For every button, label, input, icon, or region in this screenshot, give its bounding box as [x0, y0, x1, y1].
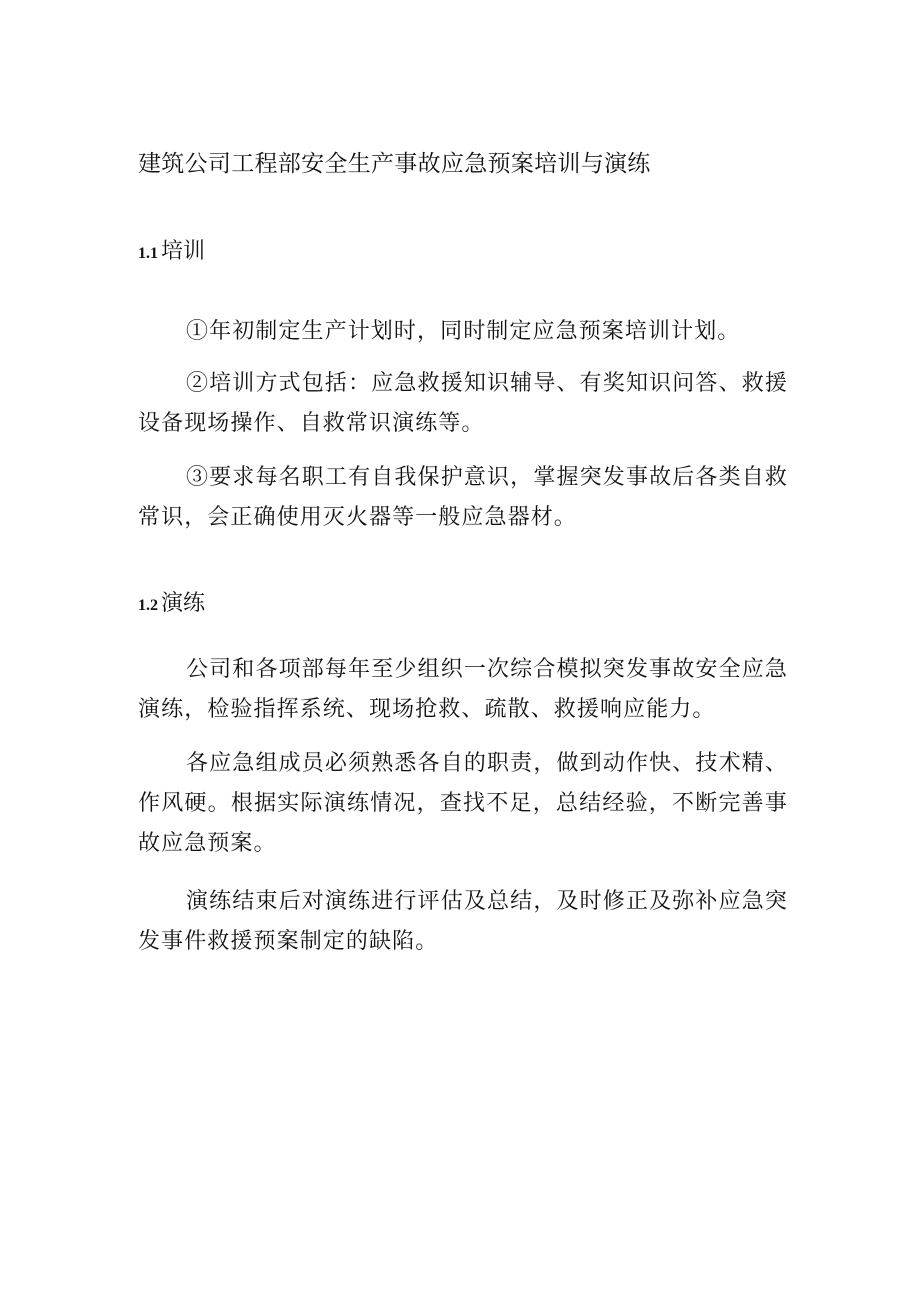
paragraph: 演练结束后对演练进行评估及总结，及时修正及弥补应急突发事件救援预案制定的缺陷。: [138, 889, 788, 954]
paragraph: ③要求每名职工有自我保护意识，掌握突发事故后各类自救常识，会正确使用灭火器等一般应急器材。: [138, 465, 788, 530]
section-heading-text: 培训: [161, 239, 206, 264]
paragraph: 各应急组成员必须熟悉各自的职责，做到动作快、技术精、作风硬。根据实际演练情况，查找不足，总结经验，不断完善事故应急预案。: [138, 751, 788, 856]
paragraph: ②培训方式包括：应急救援知识辅导、有奖知识问答、救援设备现场操作、自救常识演练等。: [138, 371, 788, 436]
section-number: 1.2: [138, 597, 158, 614]
section-number: 1.1: [138, 245, 158, 262]
paragraph: ①年初制定生产计划时，同时制定应急预案培训计划。: [186, 319, 741, 344]
section-heading-training: [138, 234, 205, 272]
section-heading-drill: [138, 586, 205, 624]
section-heading-text: 演练: [161, 591, 206, 616]
paragraph: 公司和各项部每年至少组织一次综合模拟突发事故安全应急演练，检验指挥系统、现场抢救、疏散、救援响应能力。: [138, 657, 788, 722]
document-title: 建筑公司工程部安全生产事故应急预案培训与演练: [138, 151, 651, 177]
